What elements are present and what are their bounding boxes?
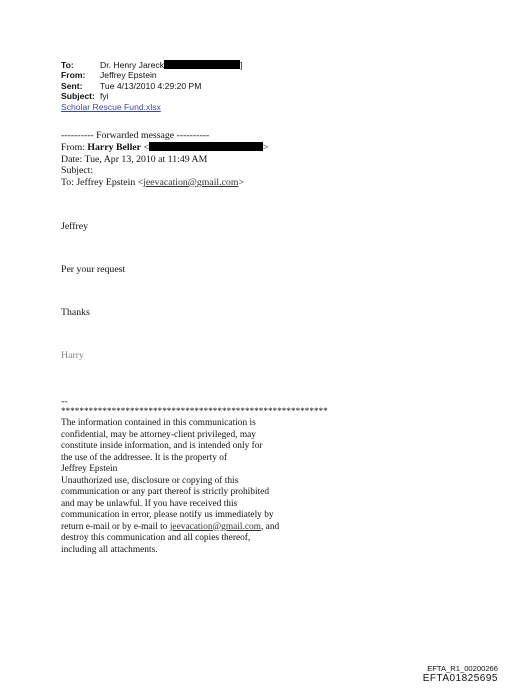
- to-row: [61, 60, 242, 70]
- forward-from-prefix: From:: [61, 142, 88, 153]
- disclaimer-line: constitute inside information, and is intended only for: [61, 441, 263, 451]
- disclaimer-line: confidential, may be attorney-client privileged, may: [61, 429, 256, 440]
- disclaimer-line: including all attachments.: [61, 544, 158, 555]
- disclaimer-email-prefix: return e-mail or by e-mail to: [61, 521, 170, 532]
- forward-date: Date: Tue, Apr 13, 2010 at 11:49 AM: [61, 154, 208, 165]
- to-label: To:: [61, 60, 74, 70]
- to-value: Dr. Henry Jareck: [100, 60, 164, 70]
- disclaimer-block: [61, 418, 321, 556]
- signature: Harry: [61, 350, 84, 361]
- sent-label: Sent:: [61, 80, 83, 91]
- message-line-1: Per your request: [61, 264, 126, 275]
- forward-to-email-link[interactable]: jeevacation@gmail.com: [143, 177, 239, 188]
- forward-to-row: [61, 177, 244, 189]
- disclaimer-line: Jeffrey Epstein: [61, 464, 118, 474]
- disclaimer-line: The information contained in this communication is: [61, 418, 256, 428]
- disclaimer-line: destroy this communication and all copies thereof,: [61, 533, 251, 543]
- subject-value: fyi: [100, 91, 109, 102]
- to-suffix: ]: [240, 60, 243, 70]
- attachment-link[interactable]: Scholar Rescue Fund.xlsx: [61, 101, 161, 112]
- disclaimer-line: and may be unlawful. If you have received this: [61, 498, 238, 509]
- disclaimer-line: Unauthorized use, disclosure or copying of this: [61, 475, 239, 486]
- disclaimer-email-suffix: , and: [260, 521, 280, 532]
- redaction-bar: [149, 142, 263, 151]
- dash-separator: --: [61, 396, 68, 407]
- forward-to-prefix: To: Jeffrey Epstein <: [61, 177, 144, 188]
- disclaimer-line: communication in error, please notify us immediately by: [61, 510, 274, 520]
- redaction-bar: [164, 60, 243, 70]
- forward-to-suffix: >: [238, 177, 244, 188]
- disclaimer-line: communication or any part thereof is strictly prohibited: [61, 487, 270, 497]
- sent-row: [61, 81, 242, 91]
- greeting: Jeffrey: [61, 221, 89, 232]
- attachment-row: [61, 102, 242, 112]
- forward-subject: Subject:: [61, 165, 94, 176]
- from-label: From:: [61, 70, 86, 81]
- message-line-2: Thanks: [61, 307, 90, 318]
- bates-number-primary: EFTA_R1_00200266: [427, 664, 498, 673]
- forward-from-close: >: [262, 142, 269, 153]
- bates-number-secondary: EFTA01825695: [422, 673, 498, 684]
- from-value: Jeffrey Epstein: [100, 70, 157, 81]
- sent-value: Tue 4/13/2010 4:29:20 PM: [100, 80, 202, 91]
- forward-from-row: [61, 142, 269, 154]
- from-row: [61, 70, 242, 80]
- forward-from-open: <: [141, 142, 149, 153]
- subject-label: Subject:: [61, 91, 95, 102]
- disclaimer-line: the use of the addressee. It is the property of: [61, 452, 228, 463]
- forward-from-name: Harry Beller: [87, 142, 141, 153]
- email-header: [61, 60, 242, 112]
- forward-divider: ---------- Forwarded message ----------: [61, 130, 210, 141]
- star-separator: **********************************************************: [61, 406, 328, 416]
- disclaimer-email-line: [61, 522, 321, 534]
- subject-row: [61, 91, 242, 101]
- disclaimer-email-link[interactable]: jeevacation@gmail.com: [169, 521, 261, 532]
